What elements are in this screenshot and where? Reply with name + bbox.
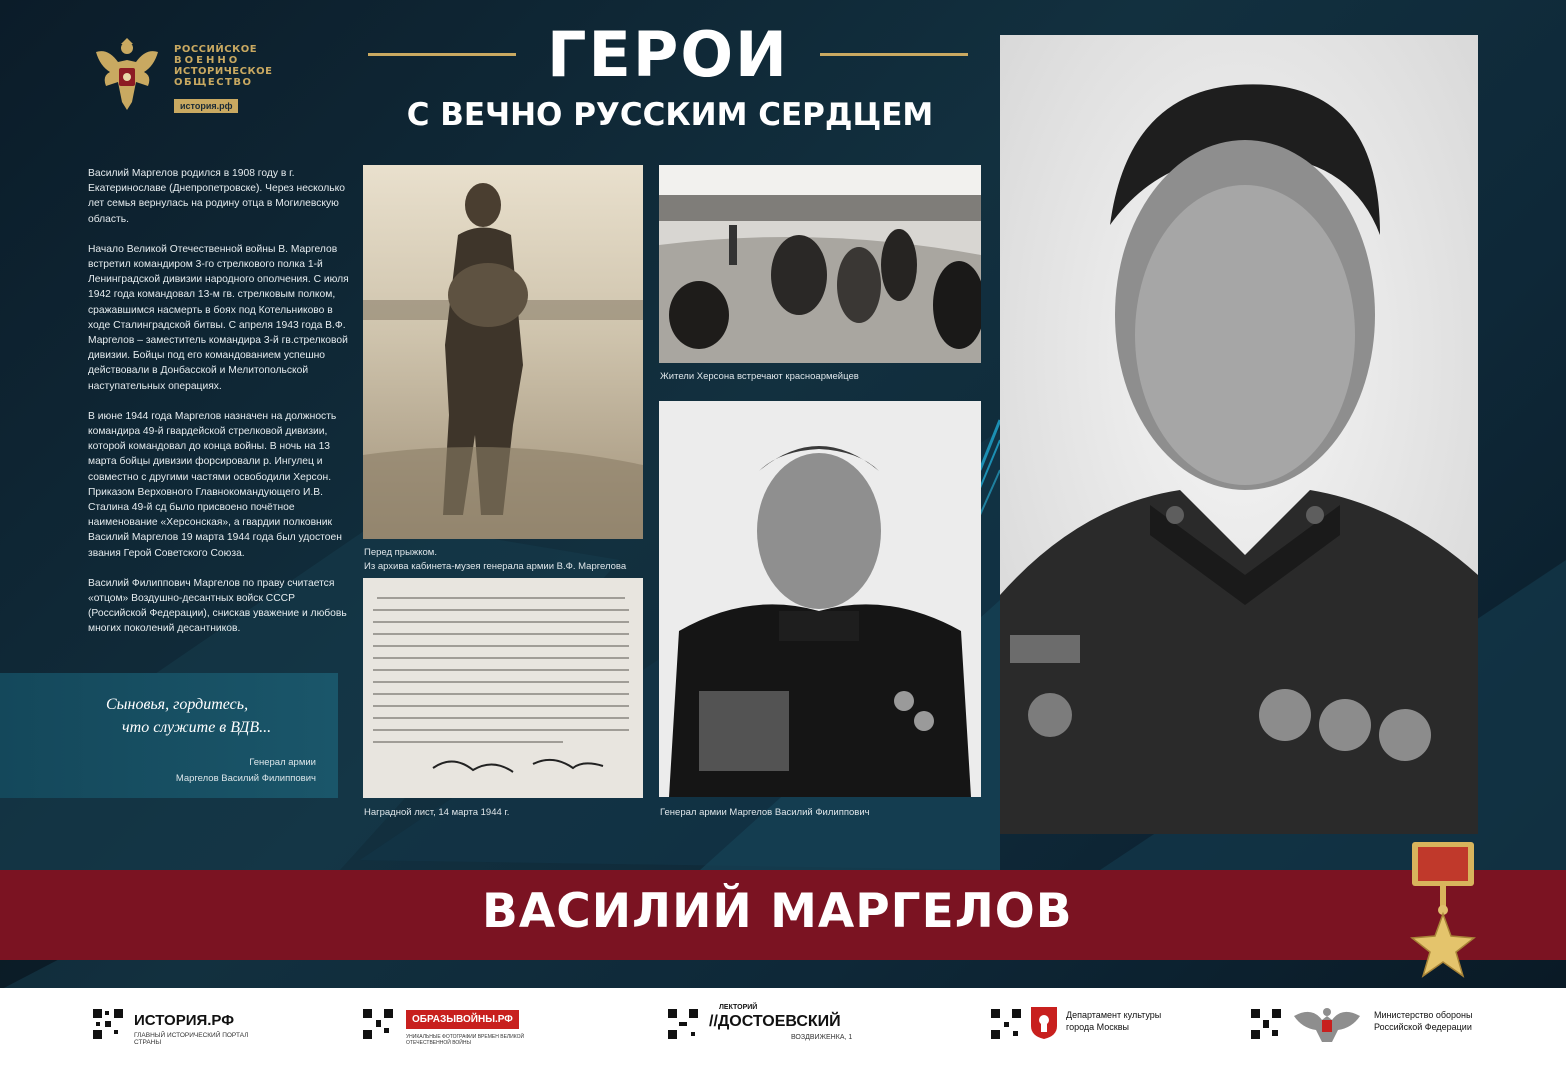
bio-paragraph: В июне 1944 года Маргелов назначен на должность командира 49-й гвардейской стрелковой дивизии, которой командовал до конца войны. В ночь на 13 марта бойцы дивизии форсировали р. Ингулец и совместно с другими частями освободили Херсон. Приказом Верховного Главнокомандующего И.В. Сталина 49-й сд было присвоено почётное наименование «Херсонская», а гвардии полковник Василий Маргелов 19 марта 1944 года был удостоен звания Герой Советского Союза. [88, 410, 342, 559]
qr-code-icon [362, 1008, 394, 1040]
quote-attribution-line: Маргелов Василий Филиппович [175, 773, 316, 784]
partner-obrazy-voiny-name: ОБРАЗЫВОЙНЫ.РФ [406, 1010, 519, 1029]
partner-lektoriy-label: ЛЕКТОРИЙ [719, 1004, 758, 1011]
page-title: ГЕРОИ [547, 18, 789, 91]
caption-line: Из архива кабинета-музея генерала армии В.Ф. Маргелова [364, 561, 627, 572]
qr-code-icon [667, 1008, 699, 1040]
partner-istoria[interactable] [92, 1008, 262, 1048]
bio-paragraph: Василий Филиппович Маргелов по праву считается «отцом» Воздушно-десантных войск СССР (Российской Федерации), снискав уважение и любовь многих поколений десантников. [88, 577, 347, 635]
bio-paragraph: Василий Маргелов родился в 1908 году в г. Екатеринославе (Днепропетровске). Через несколько лет семья вернулась на родину отца в Могилевскую область. [88, 168, 345, 225]
photo-main-portrait [1000, 35, 1478, 834]
page-subtitle: С ВЕЧНО РУССКИМ СЕРДЦЕМ [406, 97, 934, 133]
qr-code-icon [92, 1008, 124, 1040]
partners-footer [0, 988, 1566, 1080]
quote-line: что служите в ВДВ... [122, 719, 272, 736]
logo-site: история.рф [174, 99, 238, 113]
partner-dep-culture-line2: города Москвы [1066, 1022, 1129, 1032]
logo-text-line: РОССИЙСКОЕ [174, 44, 258, 55]
photo-kherson-residents [659, 165, 981, 363]
caption-kherson: Жители Херсона встречают красноармейцев [660, 371, 859, 382]
partner-lektoriy-sub: ВОЗДВИЖЕНКА, 1 [791, 1034, 853, 1041]
partner-obrazy-voiny-sub: УНИКАЛЬНЫЕ ФОТОГРАФИИ ВРЕМЕН ВЕЛИКОЙ ОТЕЧЕСТВЕННОЙ ВОЙНЫ [406, 1034, 525, 1046]
quote-line: Сыновья, гордитесь, [106, 696, 249, 713]
partner-ministry-line1: Министерство обороны [1374, 1010, 1473, 1020]
hero-name: ВАСИЛИЙ МАРГЕЛОВ [482, 884, 1073, 939]
quote-text [106, 693, 326, 739]
logo-text-line: ОБЩЕСТВО [174, 77, 253, 88]
caption-before-jump [364, 546, 664, 574]
quote-attribution-line: Генерал армии [249, 757, 316, 768]
logo-text-line: ИСТОРИЧЕСКОЕ [174, 66, 273, 77]
caption-general: Генерал армии Маргелов Василий Филиппович [660, 807, 870, 818]
partner-dep-culture-line1: Департамент культуры [1066, 1010, 1162, 1020]
rvio-logo [88, 32, 273, 116]
logo-text-line: ВОЕННО [174, 55, 241, 66]
title-rule-right [820, 53, 968, 56]
bio-paragraph: Начало Великой Отечественной войны В. Маргелов встретил командиром 3-го стрелкового полка 1-й Ленинградской дивизии народного ополчения. С июля 1942 года командовал 13-м гв. стрелковым полком, сражавшимся насмерть в боях под Котельниково в ходе Сталинградской битвы. С апреля 1943 года В.Ф. Маргелов – заместитель командира 3-й гв.стрелковой дивизии. Бойцы под его командованием успешно действовали в Донбасской и Мелитопольской наступательных операциях. [88, 243, 349, 392]
photo-before-jump [363, 165, 643, 539]
partner-istoria-name: ИСТОРИЯ.РФ [134, 1012, 235, 1029]
gold-star-medal-icon [1408, 842, 1478, 982]
moscow-coat-of-arms-icon [1030, 1006, 1058, 1040]
partner-ministry-line2: Российской Федерации [1374, 1022, 1472, 1032]
partner-ministry-defense[interactable] [1250, 1008, 1490, 1048]
ministry-defense-emblem-icon [1292, 1002, 1362, 1044]
photo-general-portrait [659, 401, 981, 797]
title-rule-left [368, 53, 516, 56]
logo-text [174, 44, 273, 88]
caption-line: Перед прыжком. [364, 547, 437, 558]
caption-award-document: Наградной лист, 14 марта 1944 г. [364, 807, 510, 818]
quote-attribution [176, 755, 316, 787]
name-banner [0, 870, 1566, 960]
qr-code-icon [1250, 1008, 1282, 1040]
partner-obrazy-voiny[interactable] [362, 1008, 562, 1048]
biography-text [88, 166, 350, 652]
qr-code-icon [990, 1008, 1022, 1040]
partner-lektoriy-dostoevsky[interactable] [667, 1004, 867, 1048]
partner-istoria-sub: ГЛАВНЫЙ ИСТОРИЧЕСКИЙ ПОРТАЛ СТРАНЫ [134, 1032, 249, 1046]
double-headed-eagle-icon [88, 32, 166, 116]
photo-award-document [363, 578, 643, 798]
partner-lektoriy-name: //ДОСТОЕВСКИЙ [709, 1013, 841, 1030]
partner-dep-culture-moscow[interactable] [990, 1008, 1180, 1048]
quote-box [0, 673, 338, 798]
